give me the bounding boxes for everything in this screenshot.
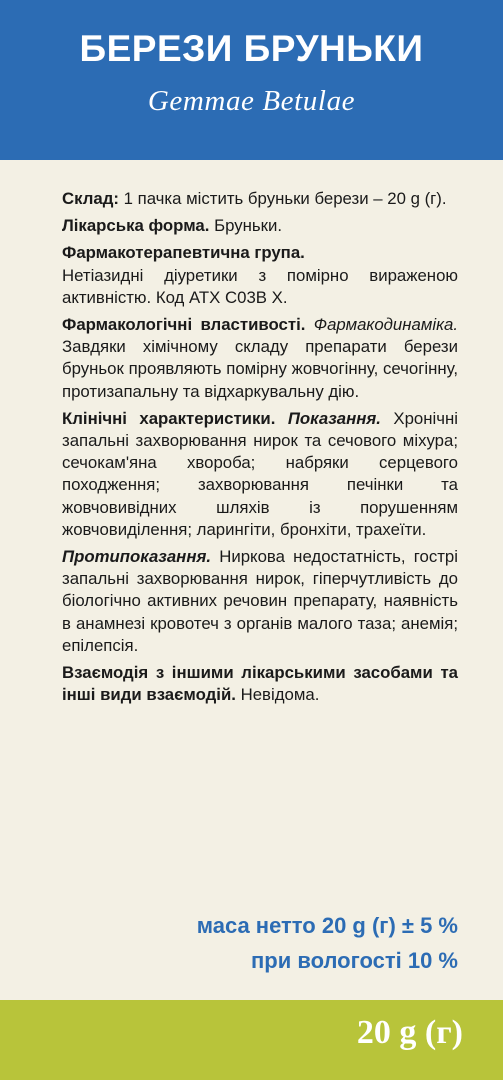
product-title: БЕРЕЗИ БРУНЬКИ	[79, 28, 424, 69]
interaction-label: Взаємодія з іншими лікарськими засобами та інші види взаємодій.	[62, 663, 458, 705]
group-text: Нетіазидні діуретики з помірно вираженою активністю. Код АТХ С03В Х.	[62, 265, 458, 307]
form-text: Бруньки.	[209, 216, 283, 236]
properties-text: Завдяки хімічному складу препарати берези бруньок проявляють помірну жовчогінну, сечогінну, протизапальну та відхаркувальну дію.	[62, 337, 458, 401]
indications-label: Показання.	[275, 408, 381, 428]
form-paragraph	[62, 215, 458, 237]
group-paragraph	[62, 242, 458, 309]
composition-text: 1 пачка містить бруньки берези – 20 g (г).	[118, 189, 447, 208]
contraindications-label: Протипоказання.	[62, 547, 211, 567]
interaction-paragraph	[62, 662, 458, 706]
composition-label: Склад:	[62, 189, 119, 208]
net-mass-block	[62, 908, 458, 978]
header-band	[0, 0, 503, 160]
humidity-line: при вологості 10 %	[250, 948, 458, 973]
composition-paragraph	[62, 188, 458, 210]
contraindications-text: Ниркова недостатність, гострі запальні захворювання нирок, гіперчутливість до біологічно активних речовин препарату, наявність в анамнезі кровотеч з органів малого таза; анемія; епілепсія.	[62, 547, 458, 655]
clinical-text: Хронічні запальні захворювання нирок та сечового міхура; сечокам'яна хвороба; набряки серцевого походження; захворювання печінки та жовчовивідних шляхів із порушенням жовчовиділення; ларингіти, бронхіти, трахеїти.	[62, 408, 458, 539]
instructions-text	[62, 188, 458, 711]
group-label: Фармакотерапевтична група.	[62, 243, 305, 263]
latin-name: Gemmae Betulae	[147, 85, 356, 117]
form-label: Лікарська форма.	[62, 216, 210, 236]
properties-label: Фармакологічні властивості.	[62, 315, 306, 335]
package-weight: 20 g (г)	[356, 1014, 463, 1051]
properties-paragraph	[62, 314, 458, 403]
clinical-paragraph	[62, 408, 458, 541]
net-mass-line: маса нетто 20 g (г) ± 5 %	[196, 913, 458, 938]
properties-sublabel: Фармакодинаміка.	[305, 315, 458, 335]
contraindications-paragraph	[62, 546, 458, 657]
clinical-label: Клінічні характеристики.	[62, 408, 276, 428]
interaction-text: Невідома.	[235, 685, 320, 705]
